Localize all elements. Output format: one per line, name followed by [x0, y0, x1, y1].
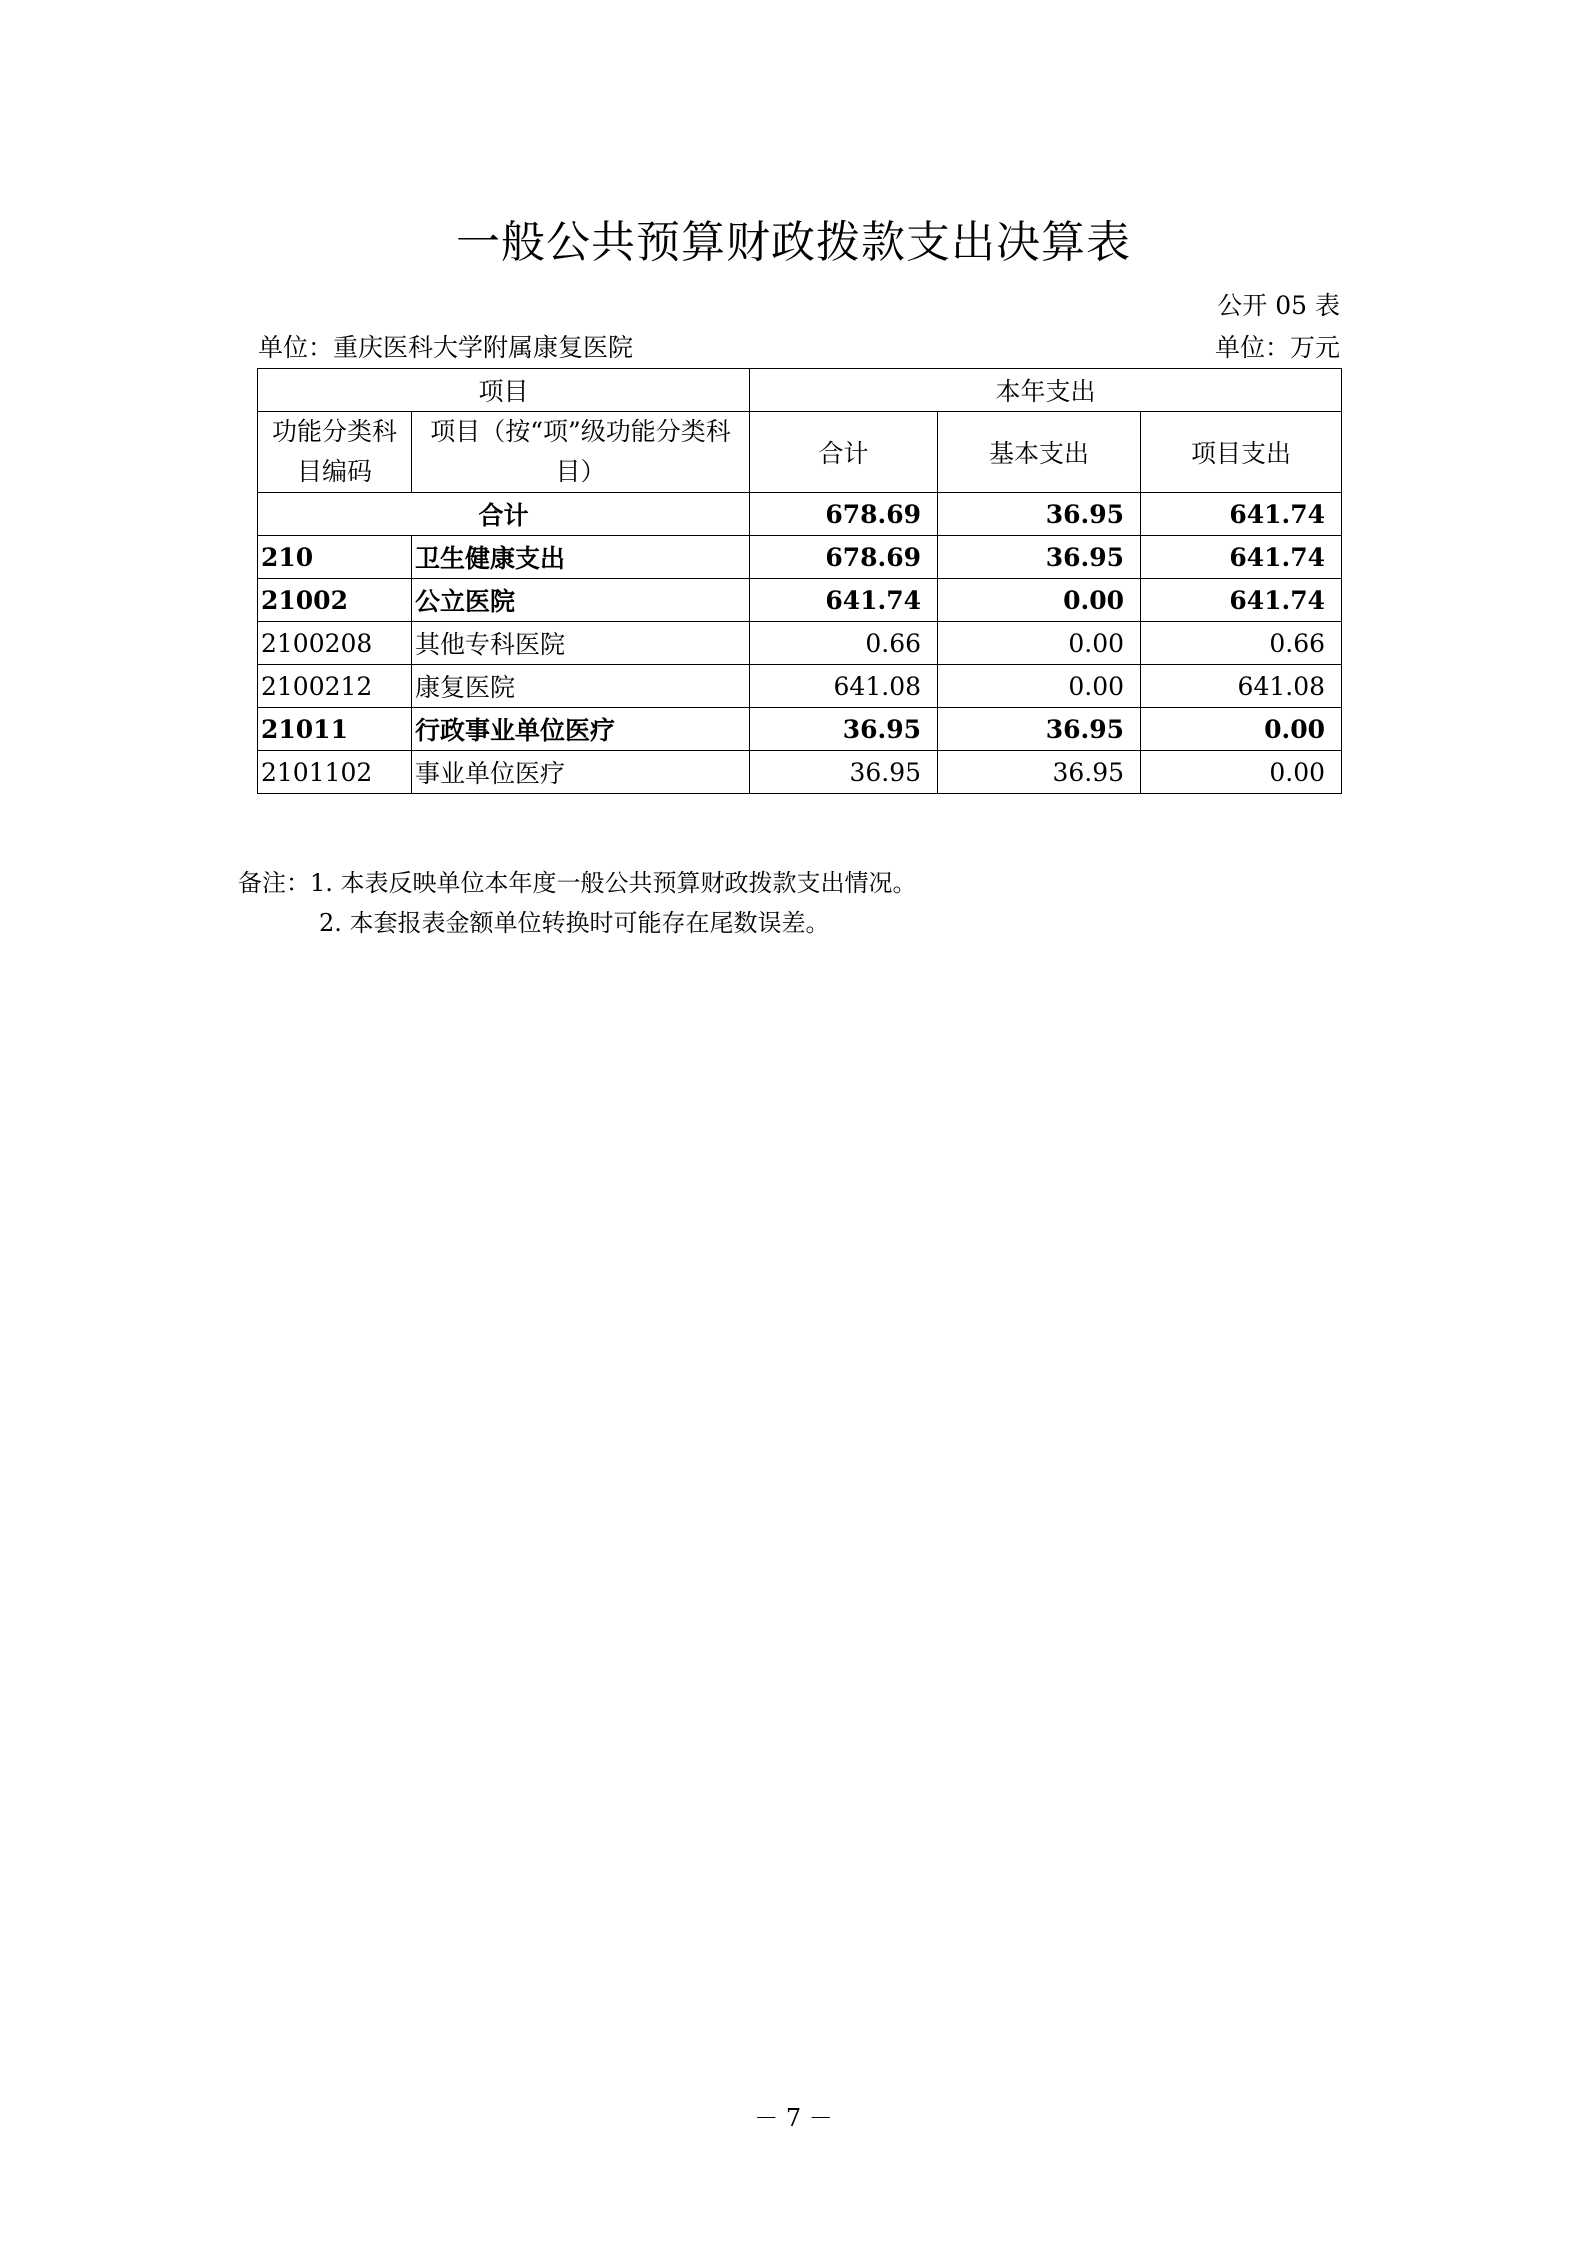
row-project: 641.08: [1141, 665, 1342, 708]
row-total: 641.74: [750, 579, 938, 622]
total-label: 合计: [258, 493, 750, 536]
total-total: 678.69: [750, 493, 938, 536]
page-title: 一般公共预算财政拨款支出决算表: [456, 217, 1131, 268]
total-row: [258, 493, 1342, 536]
expenditure-table: [257, 368, 1342, 794]
row-name: 事业单位医疗: [412, 751, 750, 794]
table-row: [258, 579, 1342, 622]
row-code: 2100212: [258, 665, 412, 708]
unit-currency: 单位：万元: [1214, 333, 1340, 362]
row-name: 其他专科医院: [412, 622, 750, 665]
row-basic: 0.00: [938, 665, 1141, 708]
table-row: [258, 622, 1342, 665]
unit-organization: 单位：重庆医科大学附属康复医院: [258, 333, 634, 362]
note-line-2: 2. 本套报表金额单位转换时可能存在尾数误差。: [319, 909, 830, 937]
row-total: 0.66: [750, 622, 938, 665]
row-code: 210: [258, 536, 412, 579]
row-code: 21002: [258, 579, 412, 622]
row-name: 卫生健康支出: [412, 536, 750, 579]
header-project-name: 项目（按“项”级功能分类科目）: [412, 412, 750, 493]
header-project: 项目: [258, 369, 750, 412]
notes: [238, 863, 917, 943]
table-row: [258, 751, 1342, 794]
total-project: 641.74: [1141, 493, 1342, 536]
row-basic: 0.00: [938, 579, 1141, 622]
form-number: 公开 05 表: [1217, 291, 1340, 320]
row-code: 2100208: [258, 622, 412, 665]
row-basic: 36.95: [938, 751, 1141, 794]
table-row: [258, 536, 1342, 579]
page-number: － 7 －: [754, 2104, 833, 2132]
row-total: 36.95: [750, 751, 938, 794]
row-basic: 36.95: [938, 536, 1141, 579]
header-func-code: 功能分类科目编码: [258, 412, 412, 493]
row-project: 0.00: [1141, 751, 1342, 794]
row-total: 36.95: [750, 708, 938, 751]
row-total: 641.08: [750, 665, 938, 708]
table-row: [258, 665, 1342, 708]
header-current-year: 本年支出: [750, 369, 1342, 412]
header-total: 合计: [750, 412, 938, 493]
row-basic: 36.95: [938, 708, 1141, 751]
row-code: 2101102: [258, 751, 412, 794]
note-line-1: 备注：1. 本表反映单位本年度一般公共预算财政拨款支出情况。: [238, 869, 917, 897]
row-name: 行政事业单位医疗: [412, 708, 750, 751]
row-name: 康复医院: [412, 665, 750, 708]
row-project: 641.74: [1141, 579, 1342, 622]
row-basic: 0.00: [938, 622, 1141, 665]
header-project-exp: 项目支出: [1141, 412, 1342, 493]
row-name: 公立医院: [412, 579, 750, 622]
row-total: 678.69: [750, 536, 938, 579]
row-project: 0.00: [1141, 708, 1342, 751]
header-row-2: [258, 412, 1342, 493]
header-basic: 基本支出: [938, 412, 1141, 493]
row-project: 641.74: [1141, 536, 1342, 579]
header-row-1: [258, 369, 1342, 412]
total-basic: 36.95: [938, 493, 1141, 536]
row-code: 21011: [258, 708, 412, 751]
table-row: [258, 708, 1342, 751]
row-project: 0.66: [1141, 622, 1342, 665]
